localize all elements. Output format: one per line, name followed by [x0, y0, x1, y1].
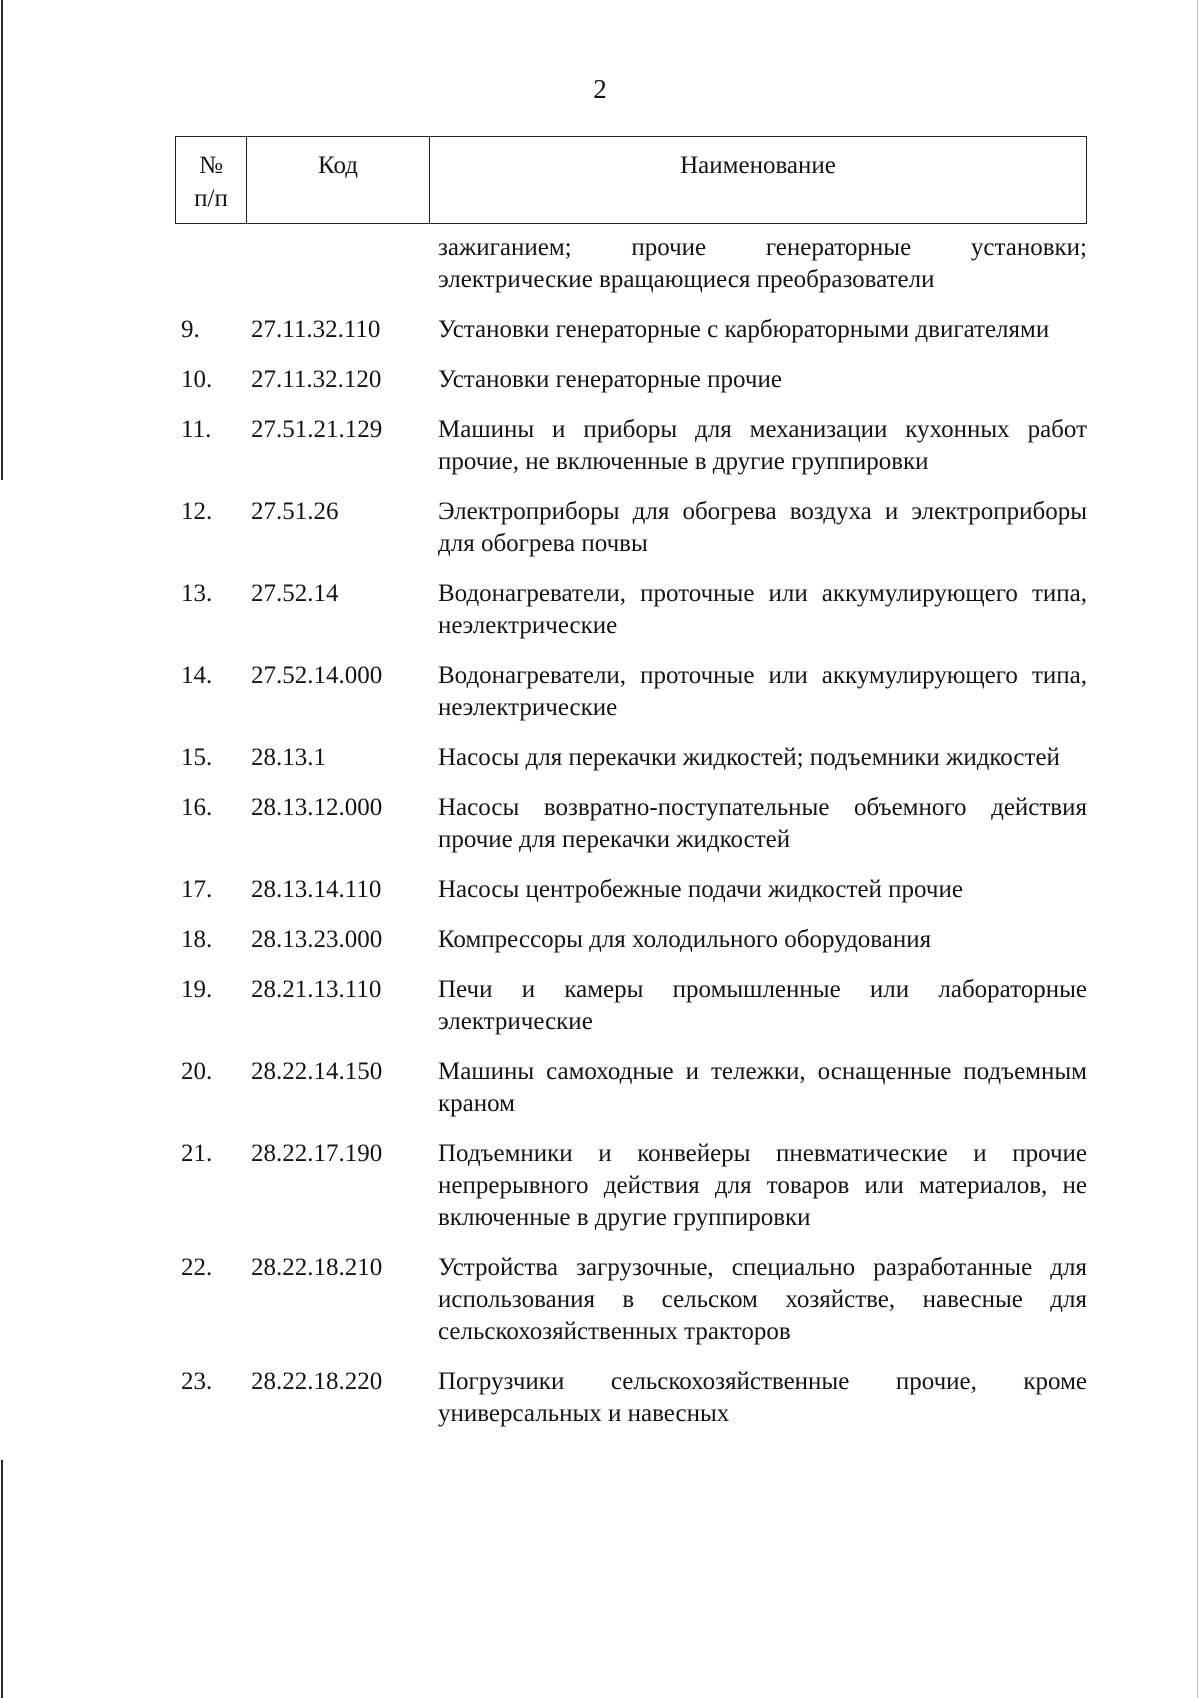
- table-row: [175, 874, 1087, 906]
- header-code: Код: [247, 137, 430, 223]
- table-row: [175, 792, 1087, 856]
- row-number: 17.: [181, 876, 213, 903]
- table-row: [175, 1366, 1087, 1430]
- row-number: 13.: [181, 580, 213, 607]
- table-row: [175, 314, 1087, 346]
- table-row: [175, 364, 1087, 396]
- row-name: Водонагреватели, проточные или аккумулирующего типа, неэлектрические: [438, 580, 1087, 639]
- row-name: Электроприборы для обогрева воздуха и электроприборы для обогрева почвы: [438, 498, 1087, 557]
- row-code: 28.13.14.110: [251, 876, 382, 903]
- row-name: Машины самоходные и тележки, оснащенные подъемным краном: [438, 1058, 1087, 1117]
- table-row: [175, 1252, 1087, 1348]
- row-code: 27.11.32.110: [251, 316, 381, 343]
- row-number: 19.: [181, 976, 213, 1003]
- table-row: [175, 742, 1087, 774]
- table-header: [175, 136, 1087, 224]
- row-name: Устройства загрузочные, специально разработанные для использования в сельском хозяйстве, навесные для сельскохозяйственных тракторов: [438, 1254, 1087, 1345]
- row-number: 23.: [181, 1368, 213, 1395]
- table-row: [175, 496, 1087, 560]
- row-name: зажиганием; прочие генераторные установки; электрические вращающиеся преобразователи: [438, 234, 1087, 293]
- header-name: Наименование: [680, 152, 836, 179]
- table-body: [175, 232, 1087, 1448]
- row-number: 21.: [181, 1140, 213, 1167]
- row-code: 28.13.1: [251, 744, 326, 771]
- row-code: [246, 232, 429, 296]
- row-code: 28.21.13.110: [251, 976, 382, 1003]
- row-code: 27.52.14: [251, 580, 339, 607]
- row-number: 20.: [181, 1058, 213, 1085]
- table-row: [175, 974, 1087, 1038]
- row-code: 27.51.26: [251, 498, 339, 525]
- row-name: Насосы центробежные подачи жидкостей прочие: [438, 876, 963, 903]
- table-row: [175, 232, 1087, 296]
- table-row: [175, 578, 1087, 642]
- row-number: 12.: [181, 498, 213, 525]
- row-number: 14.: [181, 662, 213, 689]
- row-code: 27.11.32.120: [251, 366, 382, 393]
- row-name: Насосы возвратно-поступательные объемного действия прочие для перекачки жидкостей: [438, 794, 1087, 853]
- row-name: Компрессоры для холодильного оборудования: [438, 926, 932, 953]
- row-number: 9.: [181, 316, 200, 343]
- row-name: Установки генераторные с карбюраторными двигателями: [438, 316, 1050, 343]
- header-number: [176, 137, 247, 223]
- row-name: Установки генераторные прочие: [438, 366, 782, 393]
- row-name: Печи и камеры промышленные или лабораторные электрические: [438, 976, 1087, 1035]
- row-name: Насосы для перекачки жидкостей; подъемники жидкостей: [438, 744, 1060, 771]
- row-code: 28.22.18.220: [251, 1368, 383, 1395]
- table-row: [175, 660, 1087, 724]
- row-code: 27.52.14.000: [251, 662, 383, 689]
- row-number: 18.: [181, 926, 213, 953]
- row-name: Подъемники и конвейеры пневматические и прочие непрерывного действия для товаров или материалов, не включенные в другие группировки: [438, 1140, 1087, 1231]
- row-code: 28.22.18.210: [251, 1254, 383, 1281]
- row-name: Машины и приборы для механизации кухонных работ прочие, не включенные в другие группировки: [438, 416, 1087, 475]
- table-row: [175, 924, 1087, 956]
- table-row: [175, 1056, 1087, 1120]
- row-number: 11.: [181, 416, 212, 443]
- row-code: 28.13.23.000: [251, 926, 383, 953]
- row-code: 28.22.17.190: [251, 1140, 383, 1167]
- row-code: 27.51.21.129: [251, 416, 383, 443]
- page-number: 2: [593, 74, 607, 104]
- scan-edge-left-bottom: [1, 1460, 3, 1698]
- table-row: [175, 1138, 1087, 1234]
- row-number: 16.: [181, 794, 213, 821]
- row-number: 15.: [181, 744, 213, 771]
- row-number: 22.: [181, 1254, 213, 1281]
- scan-edge-right: [1197, 0, 1198, 1698]
- table-row: [175, 414, 1087, 478]
- row-number: 10.: [181, 366, 213, 393]
- row-code: 28.13.12.000: [251, 794, 383, 821]
- row-code: 28.22.14.150: [251, 1058, 383, 1085]
- row-number: [175, 232, 246, 296]
- header-number-label: № п/п: [194, 152, 228, 212]
- row-name: Погрузчики сельскохозяйственные прочие, кроме универсальных и навесных: [438, 1368, 1087, 1427]
- row-name: Водонагреватели, проточные или аккумулирующего типа, неэлектрические: [438, 662, 1087, 721]
